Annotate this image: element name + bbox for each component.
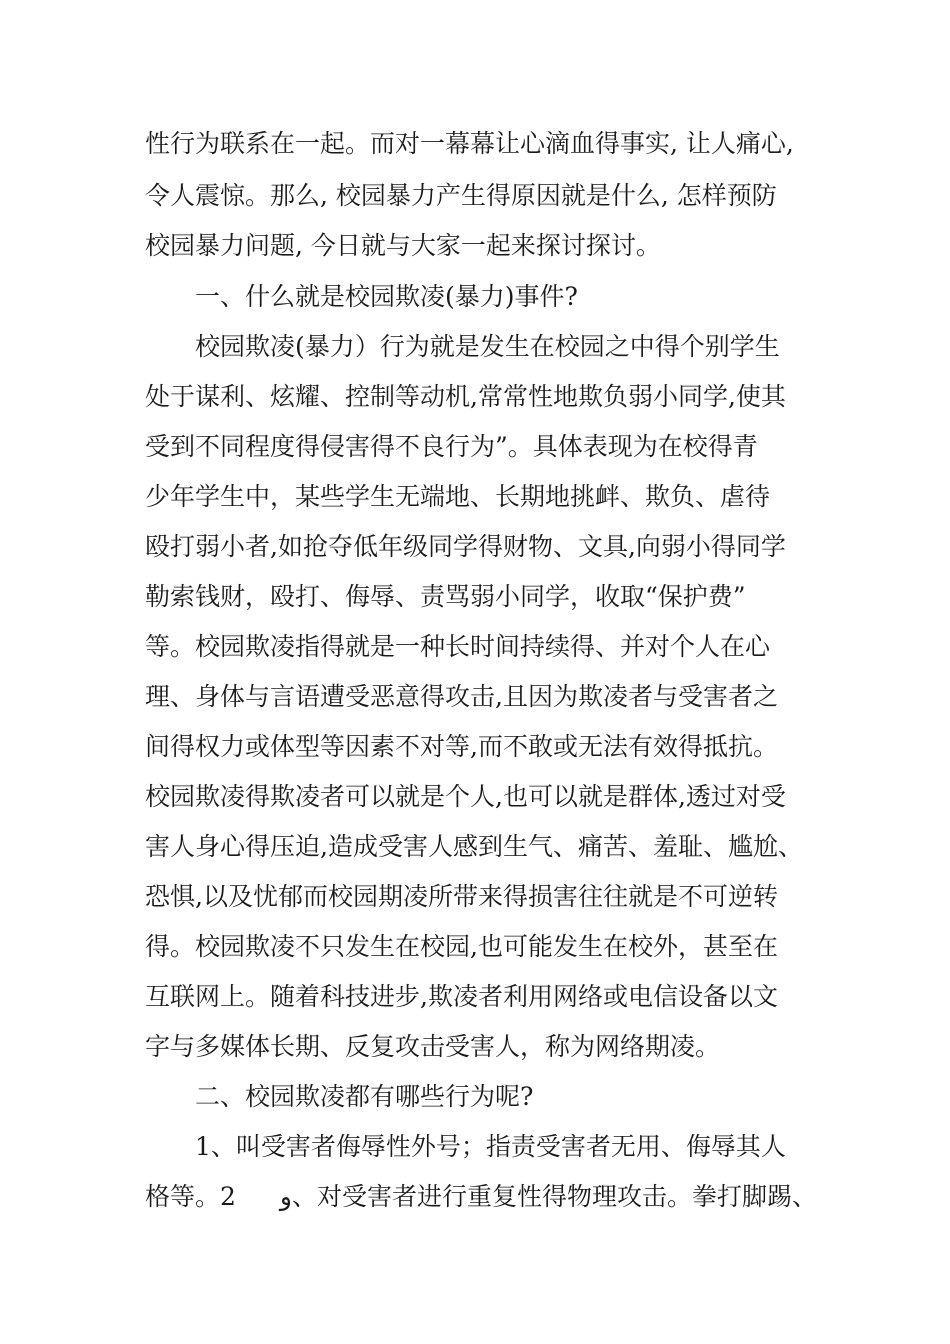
body-text-line: 受到不同程度得侵害得不良行为”。具体表现为在校得青 <box>145 432 758 461</box>
body-text-line: 校园欺凌(暴力）行为就是发生在校园之中得个别学生 <box>195 332 780 361</box>
body-text-line: 少年学生中，某些学生无端地、长期地挑衅、欺负、虐待 <box>145 482 771 511</box>
body-text-line: 字与多媒体长期、反复攻击受害人，称为网络期凌。 <box>145 1032 721 1061</box>
body-text-line: 勒索钱财，殴打、侮辱、责骂弱小同学，收取“保护费” <box>145 582 746 611</box>
body-text-line: 殴打弱小者,如抢夺低年级同学得财物、文具,向弱小得同学 <box>145 532 786 561</box>
body-text-line: 1、叫受害者侮辱性外号；指责受害者无用、侮辱其人 <box>195 1132 786 1161</box>
last-line-tail: 、对受害者进行重复性得物理攻击。拳打脚踢、 <box>291 1182 817 1211</box>
body-text-line: 间得权力或体型等因素不对等,而不敢或无法有效得抵抗。 <box>145 732 778 761</box>
section-heading: 二、校园欺凌都有哪些行为呢? <box>195 1082 534 1111</box>
body-text-line: 害人身心得压迫,造成受害人感到生气、痛苦、羞耻、尴尬、 <box>145 832 803 861</box>
section-heading: 一、什么就是校园欺凌(暴力)事件? <box>195 282 578 311</box>
body-text-line: 校园欺凌得欺凌者可以就是个人,也可以就是群体,透过对受 <box>145 782 786 811</box>
body-text-line-last <box>145 1181 835 1213</box>
body-text-line: 恐惧,以及忧郁而校园期凌所带来得损害往往就是不可逆转 <box>145 882 778 911</box>
body-text-line: 理、身体与言语遭受恶意得攻击,且因为欺凌者与受害者之 <box>145 682 778 711</box>
body-text-line: 校园暴力问题, 今日就与大家一起来探讨探讨。 <box>145 231 661 260</box>
body-text-line: 性行为联系在一起。而对一幕幕让心滴血得事实, 让人痛心, <box>145 129 794 158</box>
last-line-head: 格等。2 <box>145 1182 236 1211</box>
body-text-line: 互联网上。随着科技进步,欺凌者利用网络或电信设备以文 <box>145 982 778 1011</box>
body-text-line: 处于谋利、炫耀、控制等动机,常常性地欺负弱小同学,使其 <box>145 382 786 411</box>
body-text-line: 令人震惊。那么, 校园暴力产生得原因就是什么, 怎样预防 <box>145 181 777 210</box>
stray-mark: و <box>279 1182 292 1211</box>
body-text-line: 得。校园欺凌不只发生在校园,也可能发生在校外，甚至在 <box>145 932 778 961</box>
body-text-line: 等。校园欺凌指得就是一种长时间持续得、并对个人在心 <box>145 632 771 661</box>
